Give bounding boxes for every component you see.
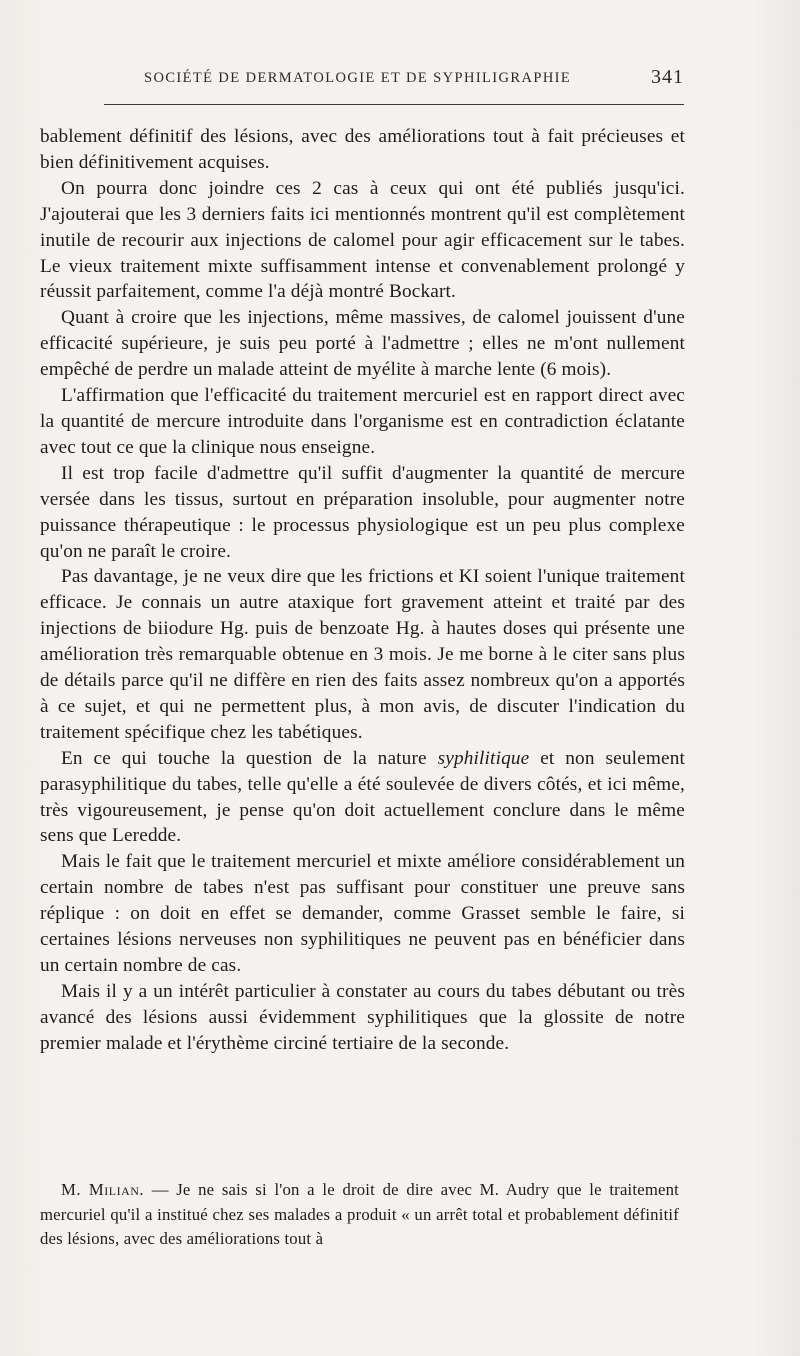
body-text [40,124,685,1057]
paragraph-7-after: et non seulement parasyphilitique du tabes, telle qu'elle a été soulevée de divers côtés, et ici même, très vigoureusement, je pense qu'on doit actuellement conclure dans le même sens que Leredde. [40,747,685,847]
paragraph-8: Mais le fait que le traitement mercuriel et mixte améliore considérablement un certain nombre de tabes n'est pas suffisant pour constituer une preuve sans réplique : on doit en effet se demander, comme Grasset semble le faire, si certaines lésions nerveuses non syphilitiques ne peuvent pas en bénéficier dans un certain nombre de cas. [40,851,685,976]
paragraph-6: Pas davantage, je ne veux dire que les frictions et KI soient l'unique traitement efficace. Je connais un autre ataxique fort gravement atteint et traité par des injections de biiodure Hg. puis de benzoate Hg. à hautes doses qui présente une amélioration très remarquable obtenue en 3 mois. Je me borne à le citer sans plus de détails parce qu'il ne diffère en rien des faits assez nombreux qu'on a apportés à ce sujet, et qui ne permettent plus, à mon avis, de discuter l'indication du traitement spécifique chez les tabétiques. [40,566,685,743]
discussion-note [40,1178,679,1252]
paragraph-7 [40,746,685,850]
running-head: SOCIÉTÉ DE DERMATOLOGIE ET DE SYPHILIGRAPHIE [144,70,572,86]
note-speaker: M. Milian. [61,1180,145,1199]
page-number: 341 [651,66,684,88]
paragraph-7-italic: syphilitique [437,747,530,769]
note-paragraph [40,1178,679,1252]
paragraph-1: bablement définitif des lésions, avec des améliorations tout à fait précieuses et bien définitivement acquises. [40,126,685,173]
page-header [92,66,684,94]
note-text: — Je ne sais si l'on a le droit de dire avec M. Audry que le traitement mercuriel qu'il a institué chez ses malades a produit « un arrêt total et probablement définitif des lésions, avec des améliorations tout à [40,1180,679,1248]
paragraph-5: Il est trop facile d'admettre qu'il suffit d'augmenter la quantité de mercure versée dans les tissus, surtout en préparation insoluble, pour augmenter notre puissance thérapeutique : le processus physiologique est un peu plus complexe qu'on ne paraît le croire. [40,462,685,562]
paragraph-2: On pourra donc joindre ces 2 cas à ceux qui ont été publiés jusqu'ici. J'ajouterai que les 3 derniers faits ici mentionnés montrent qu'il est complètement inutile de recourir aux injections de calomel pour agir efficacement sur le tabes. Le vieux traitement mixte suffisamment intense et convenablement prolongé y réussit parfaitement, comme l'a déjà montré Bockart. [40,177,685,303]
paragraph-4: L'affirmation que l'efficacité du traitement mercuriel est en rapport direct avec la quantité de mercure introduite dans l'organisme est en contradiction éclatante avec tout ce que la clinique nous enseigne. [40,385,685,458]
header-rule [104,104,684,105]
paragraph-7-before: En ce qui touche la question de la nature [61,747,438,769]
paragraph-9: Mais il y a un intérêt particulier à constater au cours du tabes débutant ou très avancé des lésions aussi évidemment syphilitiques que la glossite de notre premier malade et l'érythème circiné tertiaire de la seconde. [40,980,685,1054]
paragraph-3: Quant à croire que les injections, même massives, de calomel jouissent d'une efficacité supérieure, je suis peu porté à l'admettre ; elles ne m'ont nullement empêché de perdre un malade atteint de myélite à marche lente (6 mois). [40,307,685,381]
